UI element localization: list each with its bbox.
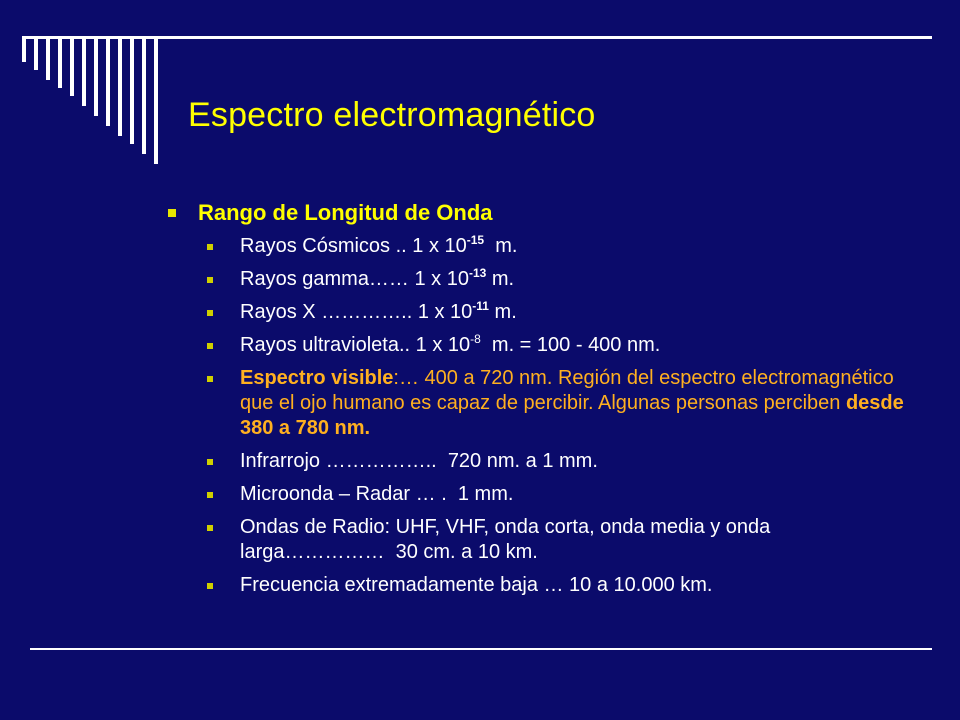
- comb-bar: [106, 36, 110, 126]
- comb-bar: [22, 36, 26, 62]
- section-heading: [160, 198, 920, 228]
- list-item: [240, 515, 920, 565]
- square-bullet-icon: [207, 376, 213, 382]
- list-item: [240, 333, 920, 358]
- square-bullet-icon: [207, 343, 213, 349]
- comb-bar: [82, 36, 86, 106]
- square-bullet-icon: [207, 244, 213, 250]
- list-item-visible-spectrum: [240, 366, 920, 441]
- item-text: Rayos ultravioleta.. 1 x 10: [240, 334, 471, 356]
- square-bullet-icon: [168, 209, 176, 217]
- item-text: Infrarrojo …………….. 720 nm. a 1 mm.: [240, 450, 598, 472]
- comb-bar: [154, 36, 158, 164]
- exponent: -8: [470, 332, 481, 346]
- item-text: Rayos X ………….. 1 x 10: [240, 301, 473, 323]
- slide-content: [160, 198, 920, 606]
- comb-bar: [118, 36, 122, 136]
- comb-bar: [94, 36, 98, 116]
- list-item: [240, 300, 920, 325]
- wavelength-list: [160, 234, 920, 598]
- item-text: Rayos gamma…… 1 x 10: [240, 268, 469, 290]
- item-unit: m.: [488, 301, 517, 323]
- comb-bar: [34, 36, 38, 70]
- exponent: -11: [472, 299, 489, 313]
- square-bullet-icon: [207, 459, 213, 465]
- square-bullet-icon: [207, 525, 213, 531]
- square-bullet-icon: [207, 492, 213, 498]
- square-bullet-icon: [207, 583, 213, 589]
- comb-bar: [130, 36, 134, 144]
- bottom-divider-line: [30, 648, 932, 650]
- list-item: [240, 449, 920, 474]
- item-bold-tail: desde 380 a 780 nm.: [240, 392, 904, 439]
- comb-bar: [46, 36, 50, 80]
- square-bullet-icon: [207, 310, 213, 316]
- item-text: Microonda – Radar … . 1 mm.: [240, 483, 514, 505]
- comb-bar: [70, 36, 74, 96]
- item-unit: m. = 100 - 400 nm.: [480, 334, 661, 356]
- exponent: -13: [468, 266, 487, 280]
- item-text: :… 400 a 720 nm. Región del espectro electromagnético que el ojo humano es capaz de percibir. Algunas personas perciben: [240, 367, 894, 414]
- list-item: [240, 482, 920, 507]
- item-text: Ondas de Radio: UHF, VHF, onda corta, onda media y onda larga…………… 30 cm. a 10 km.: [240, 516, 776, 563]
- item-bold-lead: Espectro visible: [240, 367, 394, 389]
- list-item: [240, 234, 920, 259]
- item-unit: m.: [484, 235, 518, 257]
- list-item: [240, 267, 920, 292]
- decorative-comb: [22, 36, 162, 166]
- item-text: Frecuencia extremadamente baja … 10 a 10.000 km.: [240, 574, 713, 596]
- item-text: Rayos Cósmicos .. 1 x 10: [240, 235, 467, 257]
- square-bullet-icon: [207, 277, 213, 283]
- list-item: [240, 573, 920, 598]
- comb-bar: [142, 36, 146, 154]
- comb-bar: [58, 36, 62, 88]
- item-unit: m.: [486, 268, 515, 290]
- section-heading-text: Rango de Longitud de Onda: [198, 200, 493, 225]
- exponent: -15: [466, 233, 485, 247]
- slide-title: Espectro electromagnético: [188, 96, 596, 134]
